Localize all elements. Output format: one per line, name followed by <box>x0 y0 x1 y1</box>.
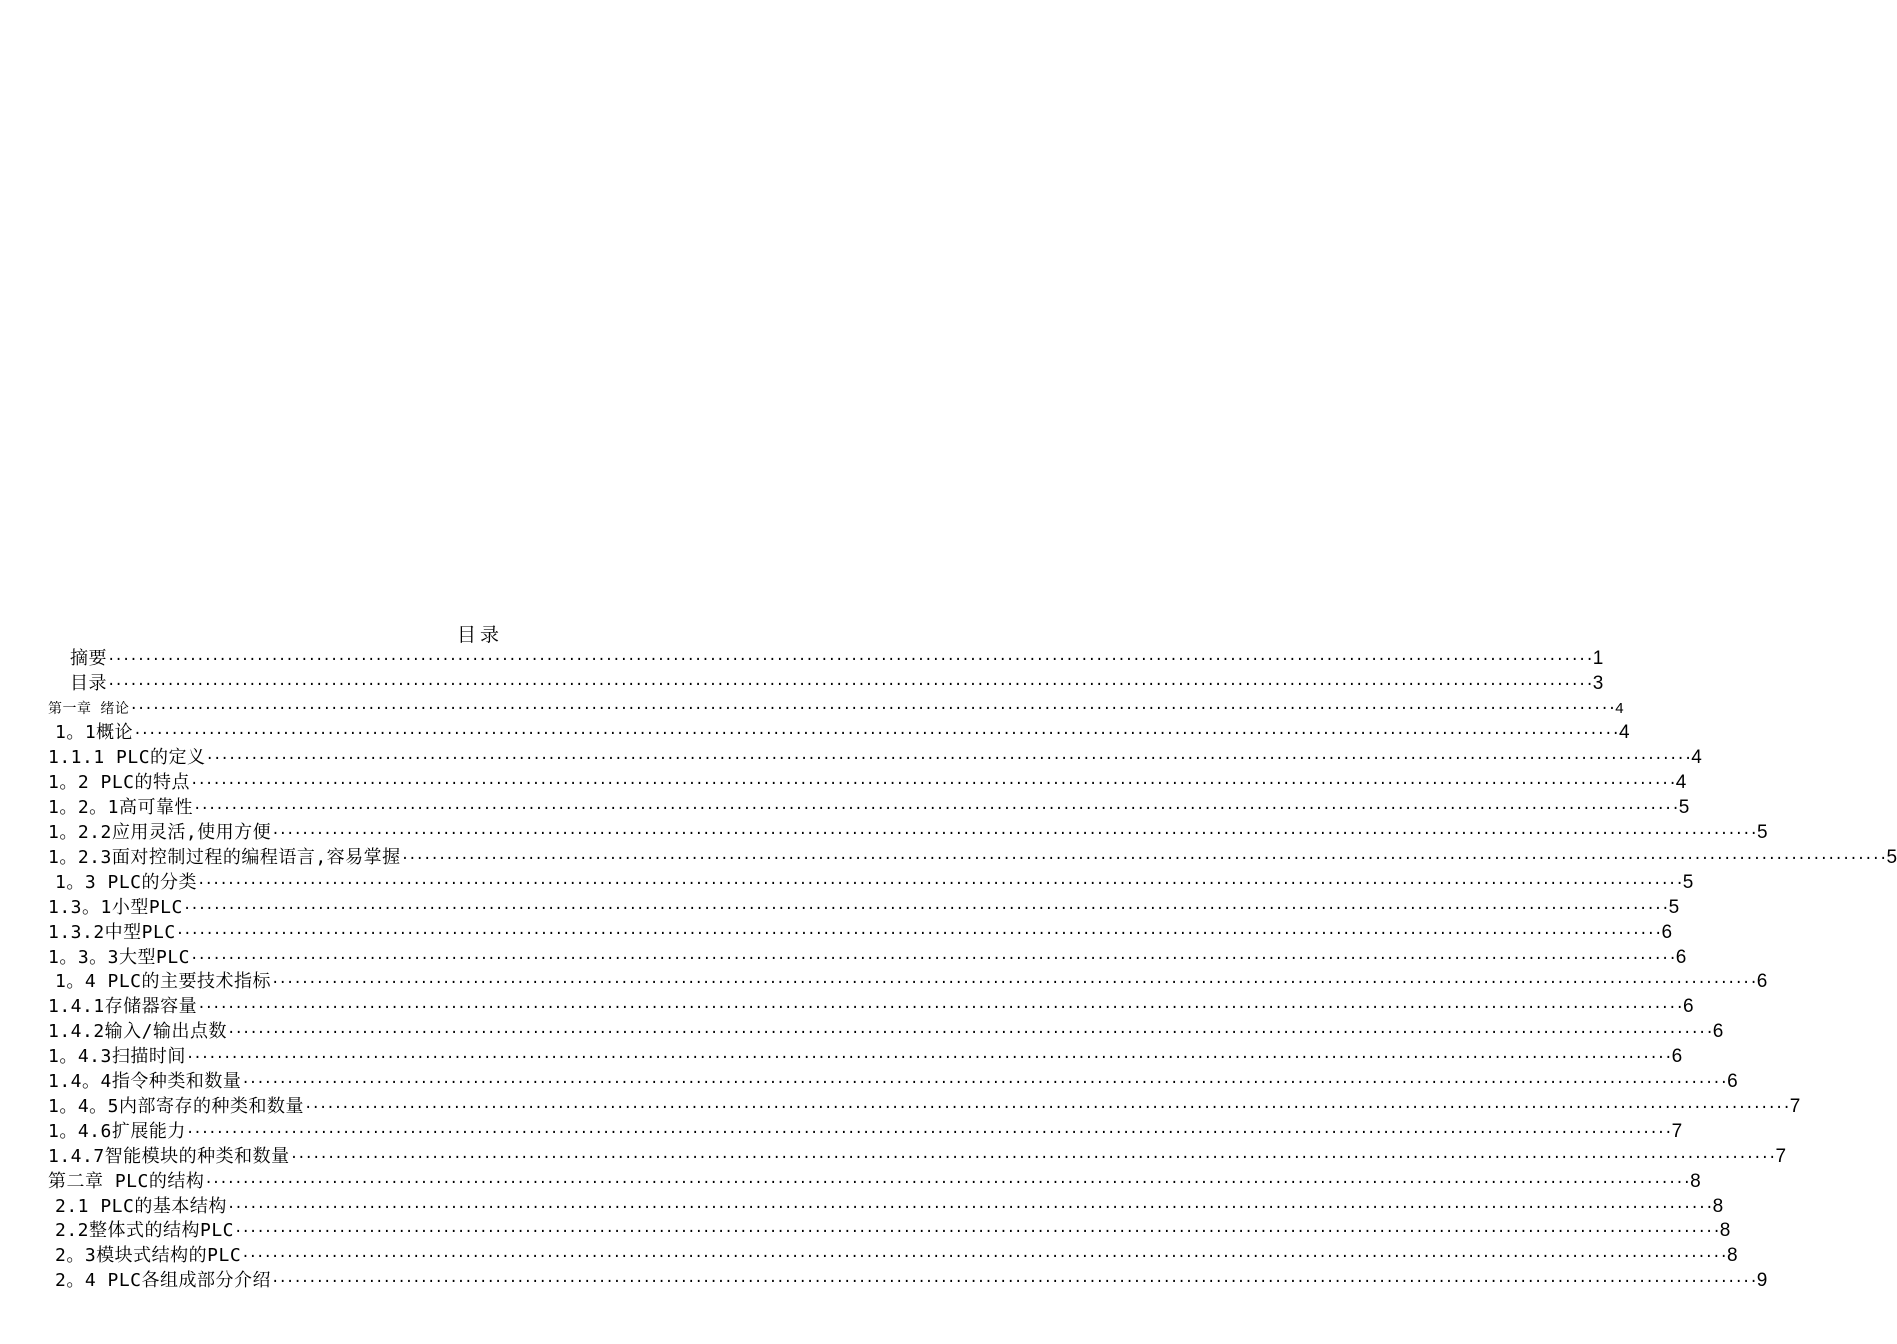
toc-entry <box>48 1021 1724 1043</box>
toc-entry-label: 1.1.1 PLC的定义 <box>48 747 206 768</box>
toc-entry-label: 2。3模块式结构的PLC <box>55 1245 242 1266</box>
dot-leader: ········································································································································································································ <box>241 1249 1727 1265</box>
toc-entry-page-number: 7 <box>1671 1121 1683 1142</box>
toc-entry-page-number: 8 <box>1726 1245 1738 1266</box>
toc-entry <box>48 1046 1683 1068</box>
toc-entry-page-number: 7 <box>1775 1146 1787 1167</box>
toc-entry <box>55 1220 1731 1242</box>
toc-entry-page-number: 4 <box>1675 772 1687 793</box>
toc-entry-page-number: 5 <box>1886 847 1897 868</box>
toc-entry-label: 2。4 PLC各组成部分介绍 <box>55 1270 272 1291</box>
dot-leader: ········································································································································································································ <box>197 1000 1683 1016</box>
toc-entry <box>55 872 1694 894</box>
toc-entry-label: 1。2.2应用灵活,使用方便 <box>48 822 272 843</box>
toc-entry-label: 1。2。1高可靠性 <box>48 797 194 818</box>
dot-leader: ········································································································································································································ <box>175 926 1662 942</box>
toc-entry-page-number: 6 <box>1661 922 1673 943</box>
toc-entry-label: 摘要 <box>70 648 107 669</box>
toc-entry-label: 目录 <box>70 673 107 694</box>
toc-entry <box>48 847 1897 869</box>
toc-entry <box>70 673 1604 695</box>
toc-entry-label: 第二章 PLC的结构 <box>48 1171 205 1192</box>
toc-entry-page-number: 6 <box>1682 996 1694 1017</box>
toc-title: 目录 <box>456 624 503 646</box>
dot-leader: ········································································································································································································ <box>234 1224 1720 1240</box>
dot-leader: ········································································································································································································ <box>129 701 1616 717</box>
toc-entry-label: 第一章 绪论 <box>48 701 130 717</box>
toc-entry <box>48 772 1687 794</box>
dot-leader: ········································································································································································································ <box>271 1274 1757 1290</box>
toc-entry <box>48 1121 1683 1143</box>
dot-leader: ········································································································································································································ <box>185 1050 1672 1066</box>
toc-entry-label: 1.4.1存储器容量 <box>48 996 198 1017</box>
toc-entry <box>55 1245 1738 1267</box>
toc-entry-label: 1。4.6扩展能力 <box>48 1121 186 1142</box>
dot-leader: ········································································································································································································ <box>190 951 1676 967</box>
toc-entry <box>48 947 1687 969</box>
dot-leader: ········································································································································································································ <box>193 801 1679 817</box>
toc-entry-label: 1。2 PLC的特点 <box>48 772 191 793</box>
toc-entry-page-number: 6 <box>1756 971 1768 992</box>
toc-entry-page-number: 8 <box>1719 1220 1731 1241</box>
toc-entry <box>48 1096 1801 1118</box>
toc-entry-label: 1.4.2输入/输出点数 <box>48 1021 228 1042</box>
toc-entry <box>48 1071 1738 1093</box>
toc-entry-page-number: 5 <box>1668 897 1680 918</box>
toc-entry <box>48 698 1624 720</box>
dot-leader: ········································································································································································································ <box>205 751 1692 767</box>
toc-entry-page-number: 8 <box>1690 1171 1701 1192</box>
toc-entry-page-number: 4 <box>1691 747 1702 768</box>
dot-leader: ········································································································································································································ <box>289 1150 1776 1166</box>
toc-entry <box>48 897 1680 919</box>
toc-entry-page-number: 5 <box>1756 822 1768 843</box>
toc-entry-page-number: 6 <box>1712 1021 1724 1042</box>
toc-entry-page-number: 6 <box>1727 1071 1738 1092</box>
toc-entry-page-number: 5 <box>1678 797 1690 818</box>
toc-entry <box>48 747 1702 769</box>
toc-entry-label: 2.2整体式的结构PLC <box>55 1220 235 1241</box>
toc-entry-page-number: 1 <box>1592 648 1604 669</box>
toc-entry <box>55 971 1768 993</box>
toc-entry-label: 1.4。4指令种类和数量 <box>48 1071 242 1092</box>
toc-entry-page-number: 6 <box>1671 1046 1683 1067</box>
toc-entry-page-number: 4 <box>1615 700 1624 717</box>
dot-leader: ········································································································································································································ <box>185 1125 1672 1141</box>
dot-leader: ········································································································································································································ <box>227 1025 1713 1041</box>
dot-leader: ········································································································································································································ <box>241 1075 1728 1091</box>
dot-leader: ········································································································································································································ <box>190 776 1676 792</box>
dot-leader: ········································································································································································································ <box>133 726 1619 742</box>
dot-leader: ········································································································································································································ <box>226 1200 1713 1216</box>
dot-leader: ········································································································································································································ <box>271 975 1757 991</box>
toc-entry-page-number: 7 <box>1789 1096 1801 1117</box>
toc-entry <box>48 1171 1701 1193</box>
toc-entry-page-number: 9 <box>1756 1270 1768 1291</box>
toc-entry-label: 1。4.3扫描时间 <box>48 1046 186 1067</box>
dot-leader: ········································································································································································································ <box>271 826 1757 842</box>
toc-entry-page-number: 5 <box>1682 872 1694 893</box>
toc-entry-label: 1.3。1小型PLC <box>48 897 183 918</box>
toc-entry-label: 1.4.7智能模块的种类和数量 <box>48 1146 290 1167</box>
dot-leader: ········································································································································································································ <box>304 1100 1790 1116</box>
toc-entry <box>70 648 1604 670</box>
toc-entry <box>48 797 1690 819</box>
toc-entry <box>55 1270 1768 1292</box>
toc-entry-page-number: 6 <box>1675 947 1687 968</box>
toc-entry-label: 1。4 PLC的主要技术指标 <box>55 971 272 992</box>
dot-leader: ········································································································································································································ <box>400 851 1887 867</box>
dot-leader: ········································································································································································································ <box>182 901 1669 917</box>
toc-entry-page-number: 3 <box>1592 673 1604 694</box>
toc-entry <box>48 996 1694 1018</box>
toc-entry-page-number: 8 <box>1712 1196 1724 1217</box>
dot-leader: ········································································································································································································ <box>197 876 1683 892</box>
toc-entry-label: 1。3。3大型PLC <box>48 947 191 968</box>
dot-leader: ········································································································································································································ <box>107 677 1593 693</box>
toc-entry <box>55 1196 1724 1218</box>
toc-entry-label: 1。1概论 <box>55 722 134 743</box>
toc-entry-label: 1。4。5内部寄存的种类和数量 <box>48 1096 305 1117</box>
toc-entry-label: 1。2.3面对控制过程的编程语言,容易掌握 <box>48 847 401 868</box>
toc-entry-label: 1。3 PLC的分类 <box>55 872 198 893</box>
toc-entry <box>55 722 1630 744</box>
toc-entry-label: 2.1 PLC的基本结构 <box>55 1196 227 1217</box>
dot-leader: ········································································································································································································ <box>107 652 1593 668</box>
toc-entry-page-number: 4 <box>1618 722 1630 743</box>
toc-entry-label: 1.3.2中型PLC <box>48 922 176 943</box>
toc-entry <box>48 1146 1787 1168</box>
dot-leader: ········································································································································································································ <box>204 1175 1691 1191</box>
toc-entry <box>48 922 1673 944</box>
toc-entry <box>48 822 1768 844</box>
